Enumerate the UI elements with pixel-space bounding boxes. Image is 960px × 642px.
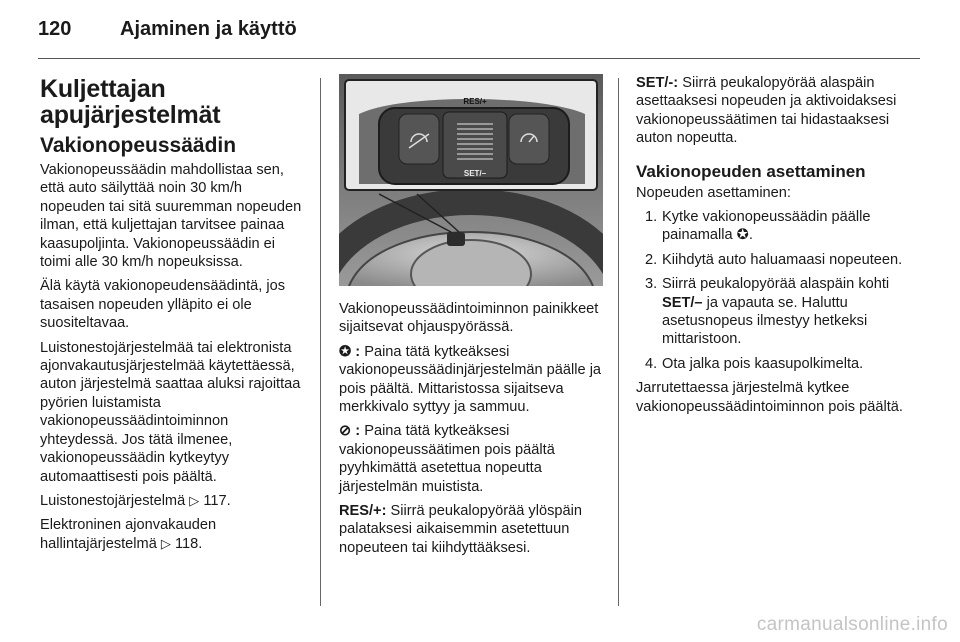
- subsection-title: Vakionopeussäädin: [40, 134, 237, 157]
- figure-label-set: SET/–: [463, 169, 487, 178]
- link-page-118[interactable]: 118.: [174, 535, 203, 552]
- column-divider-1: [320, 78, 321, 606]
- setting-speed-heading: Vakionopeuden asettaminen: [636, 161, 866, 181]
- column-divider-2: [618, 78, 619, 606]
- page-number: 120: [38, 18, 72, 40]
- off-button-description: ⊘ : Paina tätä kytkeäksesi vakionopeussäätimen pois päältä pyyhkimättä asetettua nopeutta järjestelmän muistista.: [339, 423, 555, 495]
- reference-traction: Luistonestojärjestelmä ▷ 117.: [40, 492, 231, 509]
- figure-caption: Vakionopeussäädintoiminnon painikkeet sijaitsevat ohjauspyörässä.: [339, 301, 599, 336]
- page-ref-icon: ▷: [189, 492, 200, 508]
- steering-wheel-figure: [339, 74, 603, 286]
- cruise-on-icon: ✪: [339, 343, 352, 360]
- list-item: 3. Siirrä peukalopyörää alaspäin kohti SET/– ja vapauta se. Haluttu asetusnopeus ilmestyy hetkeksi mittaristoon.: [645, 276, 890, 348]
- paragraph-intro: Vakionopeussäädin mahdollistaa sen, että auto säilyttää noin 30 km/h nopeuden tai sitä suuremman nopeuden ilman, että kuljettajan tarvitsee painaa kaasupoljinta. Vakionopeussäädin ei toimi alle 30 km/h nopeuksissa.: [40, 162, 302, 271]
- column-middle: [339, 74, 605, 563]
- list-item: 4. Ota jalka pois kaasupolkimelta.: [645, 355, 864, 372]
- link-page-117[interactable]: 117.: [203, 492, 231, 509]
- column-left: [40, 74, 308, 559]
- paragraph-advice: Älä käytä vakionopeudensäädintä, jos tasaisen nopeuden ylläpito ei ole suositeltavaa.: [40, 278, 286, 332]
- list-item: 2. Kiihdytä auto haluamaasi nopeuteen.: [645, 251, 903, 268]
- page-ref-icon: ▷: [160, 535, 171, 551]
- steps-intro: Nopeuden asettaminen:: [636, 184, 791, 201]
- column-right: [636, 74, 908, 422]
- cruise-on-icon: ✪: [736, 227, 749, 244]
- on-button-description: ✪ : Paina tätä kytkeäksesi vakionopeussäädinjärjestelmän päälle ja pois päältä. Mittaristossa sijaitseva merkkivalo syttyy ja sammuu.: [339, 343, 602, 416]
- header-rule: [38, 58, 920, 59]
- res-description: RES/+: Siirrä peukalopyörää ylöspäin palataksesi aikaisemmin asetettuun nopeuteen tai kiihdyttääksesi.: [339, 503, 582, 556]
- set-description: SET/-: Siirrä peukalopyörää alaspäin asettaaksesi nopeuden ja aktivoidaksesi vakionopeussäätimen tai hidastaaksesi auton nopeutta.: [636, 75, 897, 147]
- reference-esc: Elektroninen ajonvakauden hallintajärjestelmä ▷ 118.: [40, 517, 217, 552]
- cruise-off-icon: ⊘: [339, 423, 352, 440]
- list-item: 1. Kytke vakionopeussäädin päälle painamalla ✪.: [645, 209, 871, 244]
- watermark: carmanualsonline.info: [756, 614, 948, 635]
- section-title: Kuljettajan apujärjestelmät: [40, 75, 221, 129]
- paragraph-traction: Luistonestojärjestelmää tai elektronista ajonvakautusjärjestelmää käytettäessä, auton järjestelmä saattaa aluksi rajoittaa pyörien luistamista vakionopeussäädintoiminnon yhteydessä. Jos tätä ilmenee, vakionopeussäädin kytkeytyy automaattisesti pois päältä.: [40, 339, 301, 485]
- steps-list: [636, 208, 908, 373]
- braking-note: Jarrutettaessa järjestelmä kytkee vakionopeussäädintoiminnon pois päältä.: [636, 380, 903, 415]
- figure-label-res: RES/+: [463, 97, 487, 106]
- steering-wheel-illustration: [339, 74, 603, 286]
- chapter-title: Ajaminen ja käyttö: [120, 18, 297, 40]
